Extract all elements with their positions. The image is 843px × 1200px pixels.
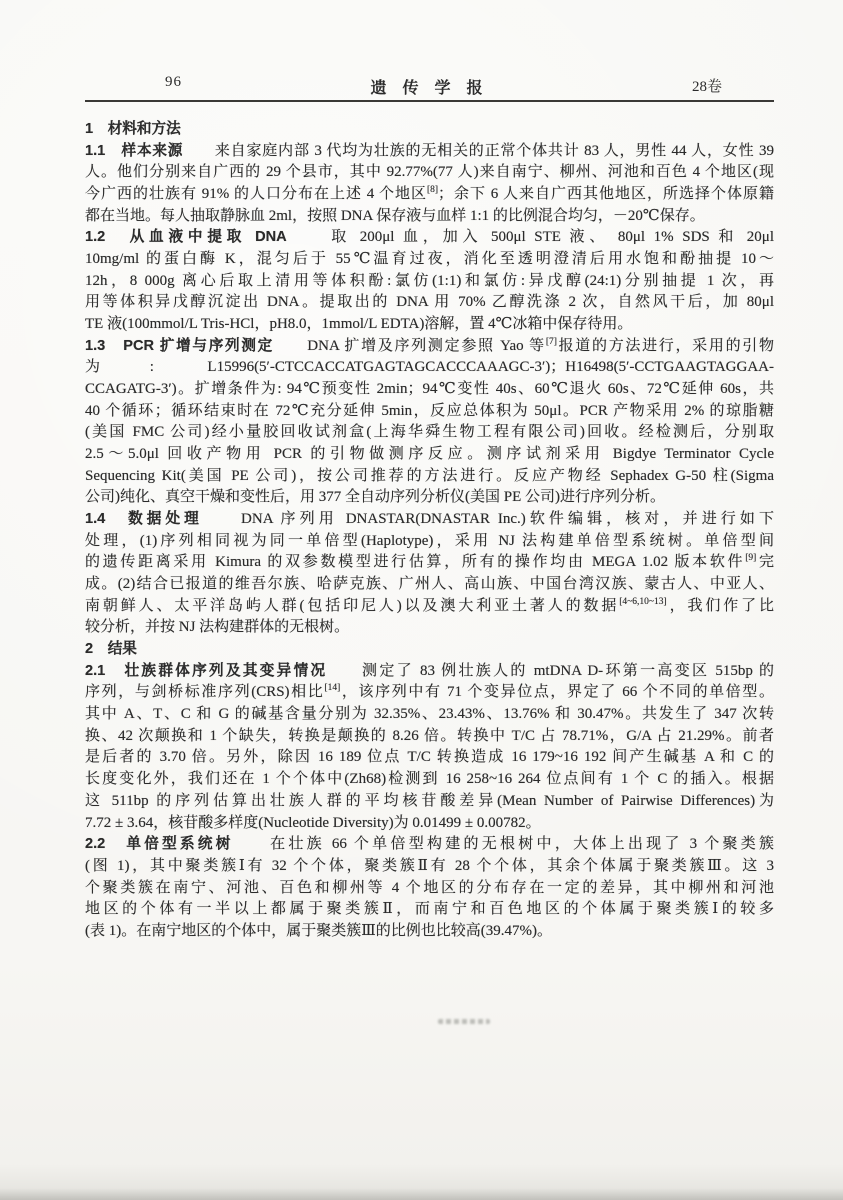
text-line xyxy=(85,834,774,856)
body-text: 其中 A、T、C 和 G 的碱基含量分别为 32.35%、23.43%、13.76% 和 30.47%。共发生了 347 次转 xyxy=(85,706,774,723)
body-text: 为: L15996(5′-CTCCACCATGAGTAGCACCCAAAGC-3′)；H16498(5′-CCTGAAGTAGGAA- xyxy=(85,359,774,376)
text-line xyxy=(85,466,774,488)
section-label: 1 材料和方法 xyxy=(85,121,181,137)
section-label: 1.1 样本来源 xyxy=(85,142,184,159)
body-text: (图 1)，其中聚类簇Ⅰ有 32 个个体，聚类簇Ⅱ有 28 个个体，其余个体属于聚类簇Ⅲ。这 3 xyxy=(85,857,774,874)
text-line xyxy=(85,184,774,206)
text-line xyxy=(85,271,774,293)
volume-label: 28卷 xyxy=(691,79,722,95)
text-line xyxy=(85,791,774,813)
text-line xyxy=(85,682,774,704)
body-text: 40 个循环；循环结束时在 72℃充分延伸 5min，反应总体积为 50μl。PCR 产物采用 2% 的琼脂糖 xyxy=(85,402,774,419)
text-line xyxy=(85,769,774,791)
reference-superscript: [14] xyxy=(324,683,341,694)
body-text: (美国 FMC 公司)经小量胶回收试剂盒(上海华舜生物工程有限公司)回收。经检测后，分别取 xyxy=(85,424,774,441)
body-text: 长度变化外，我们还在 1 个个体中(Zh68)检测到 16 258~16 264 位点间有 1 个 C 的插入。根据 xyxy=(85,771,774,788)
body-text: DNA 扩增及序列测定参照 Yao 等 xyxy=(273,337,546,354)
page-number: 96 xyxy=(165,74,182,90)
body-text: ，我们作了比 xyxy=(666,597,774,614)
text-line xyxy=(85,921,774,943)
body-text: 成。(2)结合已报道的维吾尔族、哈萨克族、广州人、高山族、中国台湾汉族、蒙古人、中亚人、 xyxy=(85,576,774,593)
reference-superscript: [4~6,10~13] xyxy=(619,596,667,607)
body-text: 7.72 ± 3.64，核苷酸多样度(Nucleotide Diversity)为 0.01499 ± 0.00782。 xyxy=(85,814,541,831)
body-text: 报道的方法进行，采用的引物 xyxy=(556,337,774,354)
text-line xyxy=(85,379,774,401)
text-line xyxy=(85,249,774,271)
text-line xyxy=(85,878,774,900)
body-text: 处理，(1)序列相同视为同一单倍型(Haplotype)，采用 NJ 法构建单倍型系统树。单倍型间 xyxy=(85,532,774,549)
body-text: 较分析，并按 NJ 法构建群体的无根树。 xyxy=(85,619,350,636)
body-text: 2.5～5.0μl 回收产物用 PCR 的引物做测序反应。测序试剂采用 Bigdye Terminator Cycle xyxy=(85,446,774,463)
text-line xyxy=(85,509,774,531)
body-text: 来自家庭内部 3 代均为壮族的无相关的正常个体共计 83 人，男性 44 人，女性 39 xyxy=(183,142,774,159)
section-label: 2.2 单倍型系统树 xyxy=(85,836,234,853)
body-text: ；余下 6 人来自广西其他地区，所选择个体原籍 xyxy=(438,186,774,203)
body-text: 人。他们分别来自广西的 29 个县市，其中 92.77%(77 人)来自南宁、柳州、河池和百色 4 个地区(现 xyxy=(85,164,774,181)
text-line xyxy=(85,314,774,336)
body-text: 这 511bp 的序列估算出壮族人群的平均核苷酸差异(Mean Number of Pairwise Differences)为 xyxy=(85,792,774,809)
text-line xyxy=(85,444,774,466)
section-label: 1.3 PCR 扩增与序列测定 xyxy=(85,337,274,354)
body-text: 用等体积异戊醇沉淀出 DNA。提取出的 DNA 用 70% 乙醇洗涤 2 次，自然风干后，加 80μl xyxy=(85,294,774,311)
text-line xyxy=(85,401,774,423)
body-text: 测定了 83 例壮族人的 mtDNA D-环第一高变区 515bp 的 xyxy=(327,662,774,679)
body-text: 10mg/ml 的蛋白酶 K，混匀后于 55℃温育过夜，消化至透明澄清后用水饱和酚抽提 10～ xyxy=(85,251,774,268)
document-lines xyxy=(85,119,774,943)
body-text: 换、42 次颠换和 1 个缺失，转换是颠换的 8.26 倍。转换中 T/C 占 78.71%，G/A 占 21.29%。前者 xyxy=(85,727,774,744)
reference-superscript: [8] xyxy=(426,185,439,196)
body-text: 公司)纯化、真空干燥和变性后，用 377 全自动序列分析仪(美国 PE 公司)进行序列分析。 xyxy=(85,489,665,506)
body-text: DNA 序列用 DNASTAR(DNASTAR Inc.)软件编辑，核对，并进行如下 xyxy=(202,511,774,528)
scan-artifact xyxy=(438,1019,490,1024)
text-line xyxy=(85,531,774,553)
body-text: 的遗传距离采用 Kimura 的双参数模型进行估算，所有的操作均由 MEGA 1.02 版本软件 xyxy=(85,554,746,571)
text-line xyxy=(85,747,774,769)
section-label: 1.2 从血液中提取 DNA xyxy=(85,229,287,246)
body-text: 个聚类簇在南宁、河池、百色和柳州等 4 个地区的分布存在一定的差异，其中柳州和河池 xyxy=(85,879,774,896)
text-line xyxy=(85,574,774,596)
text-line xyxy=(85,357,774,379)
body-text: 完 xyxy=(756,554,774,571)
reference-superscript: [9] xyxy=(745,553,757,564)
text-line xyxy=(85,422,774,444)
body-text: 今广西的壮族有 91% 的人口分布在上述 4 个地区 xyxy=(85,186,427,203)
text-line xyxy=(85,336,774,358)
body-text: 在壮族 66 个单倍型构建的无根树中，大体上出现了 3 个聚类簇 xyxy=(233,836,774,853)
text-line xyxy=(85,704,774,726)
text-line xyxy=(85,639,774,661)
section-label: 2.1 壮族群体序列及其变异情况 xyxy=(85,662,328,679)
text-line xyxy=(85,617,774,639)
body-text: TE 液(100mmol/L Tris-HCl，pH8.0，1mmol/L EDTA)溶解，置 4℃冰箱中保存待用。 xyxy=(85,316,633,333)
body-text: CCAGATG-3′)。扩增条件为: 94℃预变性 2min；94℃变性 40s、60℃退火 60s、72℃延伸 60s，共 xyxy=(85,381,774,398)
body-text: ，该序列中有 71 个变异位点，界定了 66 个不同的单倍型。 xyxy=(340,684,774,701)
text-line xyxy=(85,292,774,314)
text-line xyxy=(85,141,774,163)
text-line xyxy=(85,726,774,748)
text-line xyxy=(85,661,774,683)
body-text: (表 1)。在南宁地区的个体中，属于聚类簇Ⅲ的比例也比较高(39.47%)。 xyxy=(85,922,552,939)
body-text: 12h，8 000g 离心后取上清用等体积酚:氯仿(1:1)和氯仿:异戊醇(24:1)分别抽提 1 次，再 xyxy=(85,272,774,289)
text-line xyxy=(85,227,774,249)
body-text: 是后者的 3.70 倍。另外，除因 16 189 位点 T/C 转换造成 16 179~16 192 间产生碱基 A 和 C 的 xyxy=(85,749,774,766)
text-line xyxy=(85,119,774,141)
body-text: 取 200μl 血，加入 500μl STE 液、 80μl 1% SDS 和 20μl xyxy=(286,229,774,246)
text-line xyxy=(85,552,774,574)
text-line xyxy=(85,206,774,228)
reference-superscript: [7] xyxy=(545,336,557,347)
text-line xyxy=(85,813,774,835)
text-line xyxy=(85,899,774,921)
body-text: 南朝鲜人、太平洋岛屿人群(包括印尼人)以及澳大利亚土著人的数据 xyxy=(85,597,620,614)
text-line xyxy=(85,596,774,618)
text-line xyxy=(85,162,774,184)
body-text: Sequencing Kit(美国 PE 公司)，按公司推荐的方法进行。反应产物经 Sephadex G-50 柱(Sigma xyxy=(85,467,774,484)
section-label: 1.4 数据处理 xyxy=(85,511,203,528)
page-header xyxy=(85,72,774,98)
body-text: 都在当地。每人抽取静脉血 2ml，按照 DNA 保存液与血样 1:1 的比例混合均匀，－20℃保存。 xyxy=(85,207,705,224)
text-line xyxy=(85,487,774,509)
text-line xyxy=(85,856,774,878)
header-rule xyxy=(85,100,774,102)
section-label: 2 结果 xyxy=(85,641,137,658)
body-text: 序列，与剑桥标准序列(CRS)相比 xyxy=(85,684,325,701)
body-text: 地区的个体有一半以上都属于聚类簇Ⅱ，而南宁和百色地区的个体属于聚类簇Ⅰ的较多 xyxy=(85,901,774,918)
journal-title: 遗 传 学 报 xyxy=(370,80,489,97)
